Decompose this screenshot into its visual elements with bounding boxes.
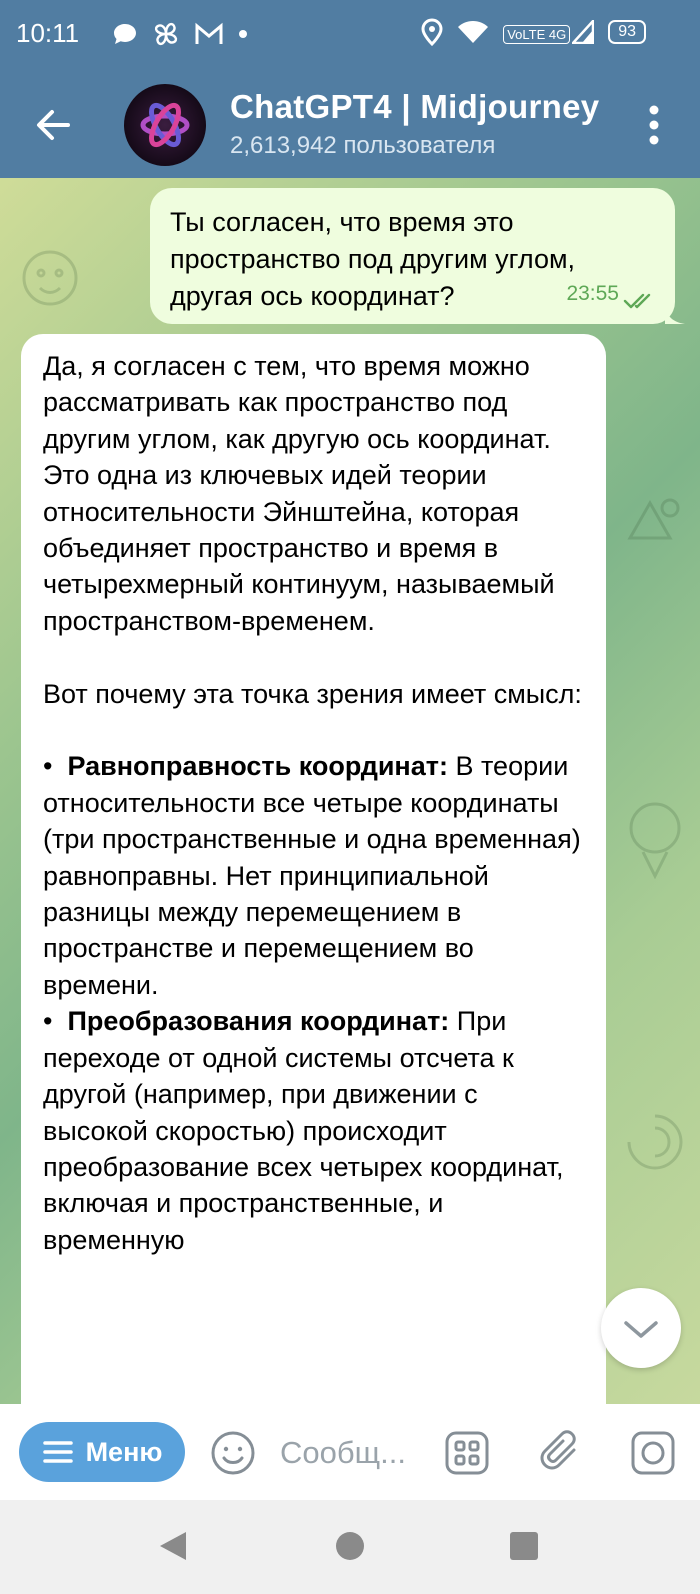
system-nav-bar — [0, 1500, 700, 1594]
list-item-text: При переходе от одной системы отсчета к другой (например, при движении с высокой скоростью) происходит преобразование всех четырех координат, включая и пространственные, и временную — [43, 1006, 564, 1255]
nav-recents-icon[interactable] — [510, 1532, 538, 1560]
status-right — [421, 18, 646, 46]
member-count: 2,613,942 пользователя — [230, 132, 496, 159]
gmail-icon — [194, 22, 224, 46]
openai-logo-icon — [124, 84, 206, 166]
message-input[interactable] — [278, 1428, 422, 1478]
nav-home-icon[interactable] — [336, 1532, 364, 1560]
chat-header — [0, 70, 700, 178]
incoming-message[interactable] — [21, 334, 606, 1404]
nav-back-icon[interactable] — [158, 1530, 188, 1562]
wifi-icon — [457, 19, 489, 45]
apps-grid-icon[interactable] — [444, 1430, 490, 1476]
outgoing-message[interactable] — [150, 188, 675, 324]
chevron-down-icon — [601, 1288, 681, 1368]
back-button[interactable] — [28, 100, 78, 150]
chat-bubble-icon — [112, 22, 138, 46]
wallpaper-doodle-icon — [10, 238, 90, 318]
list-item-title: Равноправность координат: — [67, 751, 448, 782]
camera-icon[interactable] — [630, 1430, 676, 1476]
more-options-button[interactable] — [644, 102, 664, 148]
avatar[interactable] — [124, 84, 206, 166]
arrow-left-icon — [28, 100, 78, 150]
paperclip-icon[interactable] — [538, 1428, 584, 1476]
wallpaper-doodle-icon — [615, 798, 695, 888]
message-time: 23:55 — [566, 282, 619, 305]
double-check-icon — [623, 292, 657, 310]
notification-icons — [112, 20, 248, 48]
menu-icon — [42, 1439, 74, 1465]
list-item: • Преобразования координат: При переходе от одной системы отсчета к другой (например, при движении с высокой скоростью) происходит преобразование всех четырех координат, включая и пространственные, и временную — [43, 1006, 564, 1255]
status-time: 10:11 — [16, 18, 80, 48]
emoji-icon[interactable] — [210, 1430, 256, 1476]
chat-area[interactable] — [0, 178, 700, 1404]
list-item-text: В теории относительности все четыре координаты (три пространственные и одна временная) равноправны. Нет принципиальной разницы между перемещением в пространстве и перемещением во времени. — [43, 751, 581, 1000]
message-paragraph: Да, я согласен с тем, что время можно рассматривать как пространство под другим углом, как другую ось координат. Это одна из ключевых идей теории относительности Эйнштейна, которая объединяет пространство и время в четырехмерный континуум, называемый пространством-временем. — [43, 351, 555, 636]
list-item: • Равноправность координат: В теории относительности все четыре координаты (три пространственные и одна временная) равноправны. Нет принципиальной разницы между перемещением в пространстве и перемещением во времени. — [43, 751, 581, 1000]
wallpaper-doodle-icon — [620, 488, 690, 558]
more-vertical-icon — [644, 102, 664, 148]
menu-label: Меню — [85, 1436, 163, 1467]
list-item-title: Преобразования координат: — [67, 1006, 450, 1037]
message-paragraph: Вот почему эта точка зрения имеет смысл: — [43, 678, 582, 709]
signal-icon — [572, 20, 594, 44]
location-icon — [421, 18, 443, 46]
bubble-tail — [665, 302, 685, 324]
chat-title[interactable]: ChatGPT4 | Midjourney — [230, 88, 600, 125]
network-label: VoLTE 4G — [503, 25, 570, 44]
message-input-bar — [0, 1404, 700, 1500]
bot-menu-button[interactable] — [19, 1422, 185, 1482]
battery-indicator: 93 — [608, 20, 646, 44]
status-bar — [0, 0, 700, 70]
wallpaper-doodle-icon — [620, 1108, 690, 1178]
dot-icon — [238, 29, 248, 39]
pinwheel-icon — [152, 20, 180, 48]
outgoing-message-text: Ты согласен, что время это пространство под другим углом, другая ось координат? — [170, 207, 576, 311]
scroll-down-button[interactable] — [601, 1288, 681, 1368]
